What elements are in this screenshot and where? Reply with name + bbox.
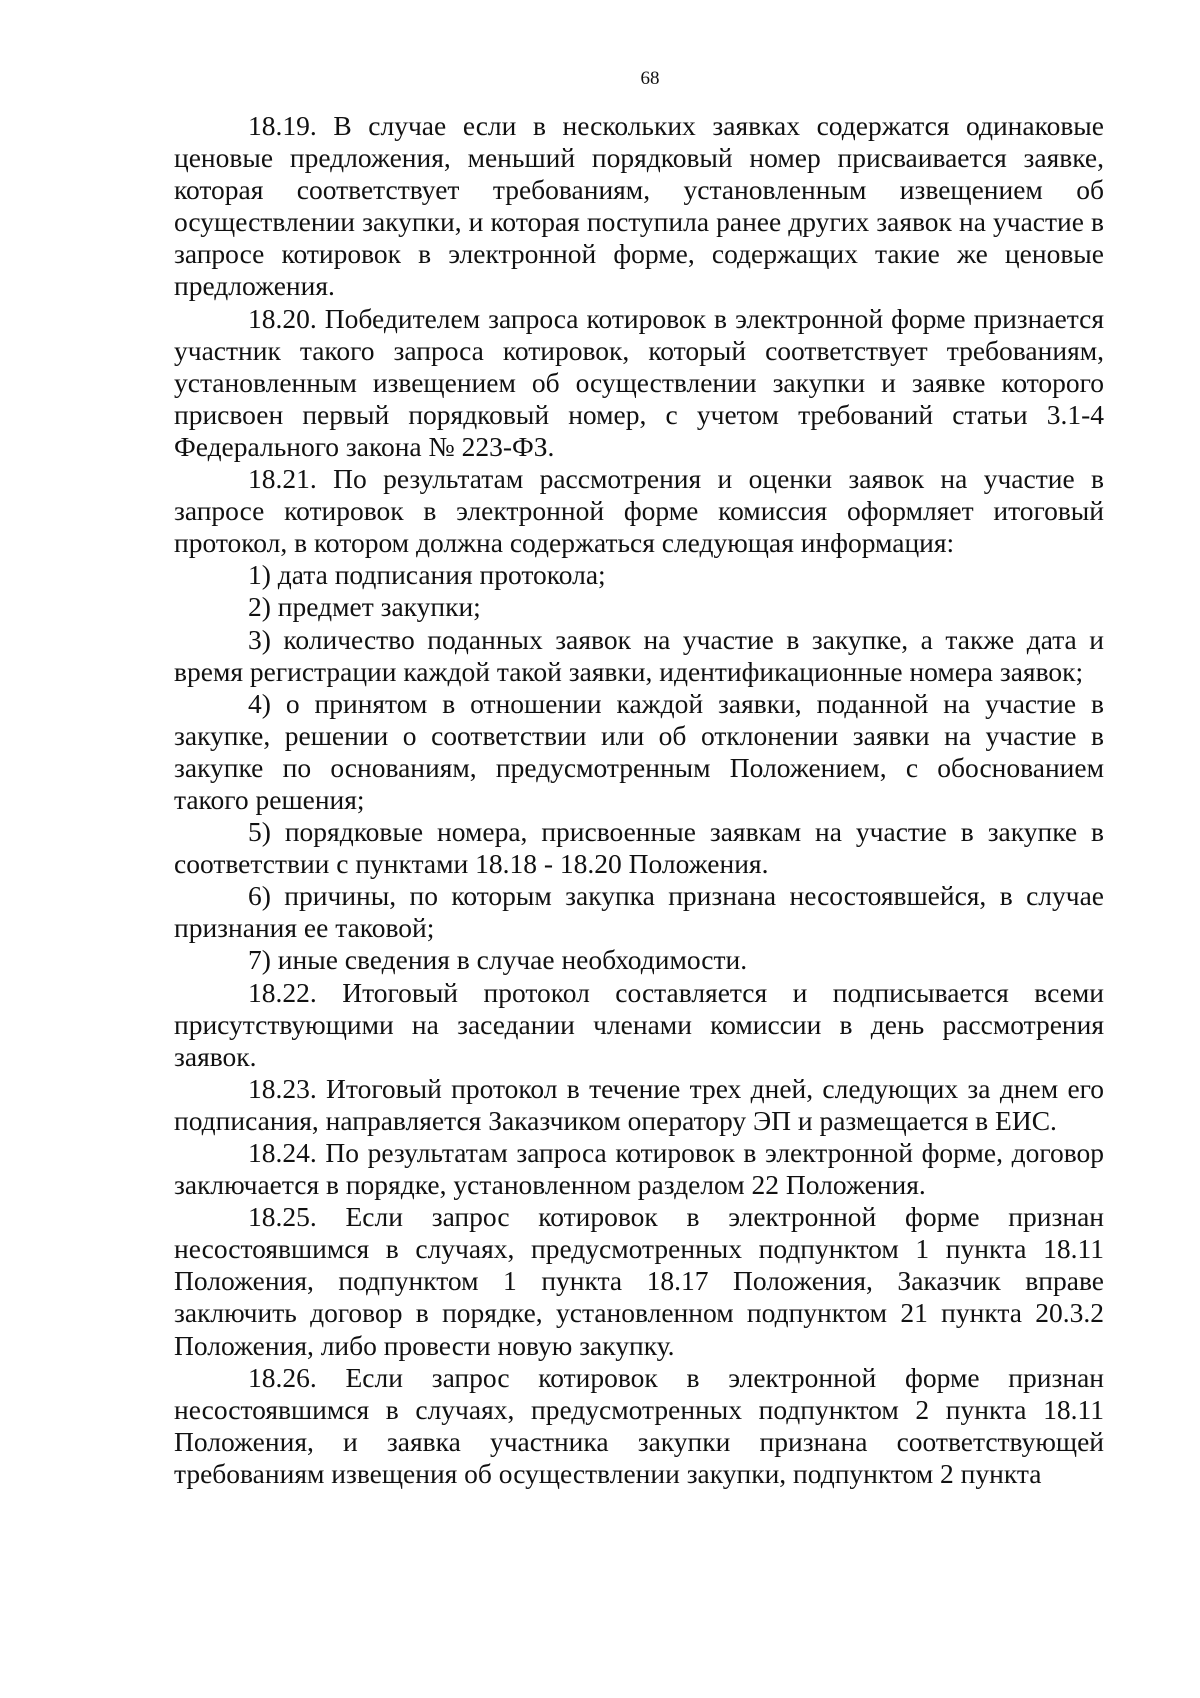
list-item-2: 2) предмет закупки;: [248, 591, 481, 623]
list-item-1: 1) дата подписания протокола;: [248, 559, 606, 591]
paragraph-18-20: 18.20. Победителем запроса котировок в электронной форме признается участник такого запроса котировок, который соответствует требованиям, установленным извещением об осуществлении закупки и заявке которого присвоен первый порядковый номер, с учетом требований статьи 3.1-4 Федерального закона № 223-ФЗ.: [174, 302, 1104, 462]
list-item-3: 3) количество поданных заявок на участие в закупке, а также дата и время регистрации каждой такой заявки, идентификационные номера заявок;: [174, 623, 1104, 687]
list-item-6: 6) причины, по которым закупка признана несостоявшейся, в случае признания ее таковой;: [174, 880, 1104, 944]
list-item-7: 7) иные сведения в случае необходимости.: [248, 944, 748, 976]
list-item-4: 4) о принятом в отношении каждой заявки, поданной на участие в закупке, решении о соответствии или об отклонении заявки на участие в закупке по основаниям, предусмотренным Положением, с обоснованием такого решения;: [174, 687, 1104, 815]
paragraph-18-23: 18.23. Итоговый протокол в течение трех дней, следующих за днем его подписания, направляется Заказчиком оператору ЭП и размещается в ЕИС.: [174, 1072, 1104, 1136]
paragraph-18-26: 18.26. Если запрос котировок в электронной форме признан несостоявшимся в случаях, предусмотренных подпунктом 2 пункта 18.11 Положения, и заявка участника закупки признана соответствующей требованиям извещения об осуществлении закупки, подпунктом 2 пункта: [174, 1361, 1104, 1489]
paragraph-18-19: 18.19. В случае если в нескольких заявках содержатся одинаковые ценовые предложения, меньший порядковый номер присваивается заявке, которая соответствует требованиям, установленным извещением об осуществлении закупки, и которая поступила ранее других заявок на участие в запросе котировок в электронной форме, содержащих такие же ценовые предложения.: [174, 110, 1104, 302]
paragraph-18-25: 18.25. Если запрос котировок в электронной форме признан несостоявшимся в случаях, предусмотренных подпунктом 1 пункта 18.11 Положения, подпунктом 1 пункта 18.17 Положения, Заказчик вправе заключить договор в порядке, установленном подпунктом 21 пункта 20.3.2 Положения, либо провести новую закупку.: [174, 1201, 1104, 1361]
paragraph-18-22: 18.22. Итоговый протокол составляется и подписывается всеми присутствующими на заседании членами комиссии в день рассмотрения заявок.: [174, 976, 1104, 1072]
list-item-5: 5) порядковые номера, присвоенные заявкам на участие в закупке в соответствии с пунктами 18.18 - 18.20 Положения.: [174, 816, 1104, 880]
document-body: [174, 110, 1104, 1490]
paragraph-18-21: 18.21. По результатам рассмотрения и оценки заявок на участие в запросе котировок в электронной форме комиссия оформляет итоговый протокол, в котором должна содержаться следующая информация:: [174, 463, 1104, 559]
paragraph-18-24: 18.24. По результатам запроса котировок в электронной форме, договор заключается в порядке, установленном разделом 22 Положения.: [174, 1137, 1104, 1201]
page-number: 68: [640, 68, 660, 89]
